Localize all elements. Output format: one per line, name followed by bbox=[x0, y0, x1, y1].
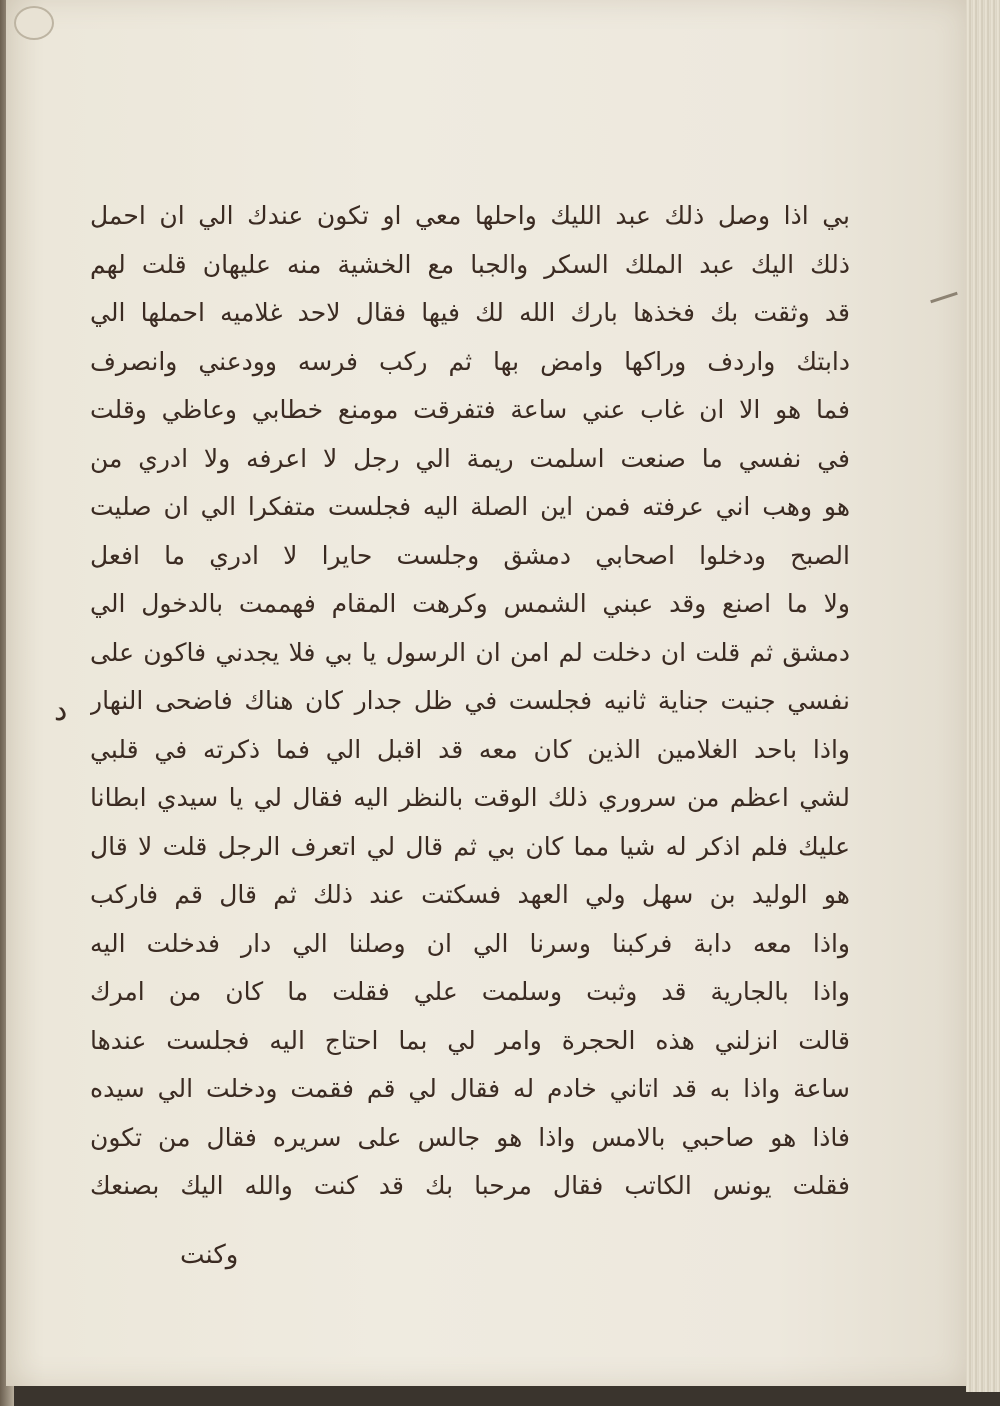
text-line: دابتك واردف وراكها وامض بها ثم ركب فرسه وودعني وانصرف bbox=[90, 346, 850, 376]
page-edges bbox=[966, 0, 1000, 1392]
text-line: فاذا هو صاحبي بالامس واذا هو جالس على سريره فقال من تكون bbox=[90, 1122, 850, 1152]
corner-hole bbox=[14, 6, 54, 40]
text-line: فما هو الا ان غاب عني ساعة فتفرقت مومنع خطابي وعاظي وقلت bbox=[90, 395, 850, 424]
text-line: واذا بالجارية قد وثبت وسلمت علي فقلت ما كان من امرك bbox=[90, 977, 850, 1006]
text-line: قد وثقت بك فخذها بارك الله لك فيها فقال لاحد غلاميه احملها الي bbox=[90, 298, 850, 327]
text-line: ذلك اليك عبد الملك السكر والجبا مع الخشية منه عليهان قلت لهم bbox=[90, 249, 850, 279]
text-line: لشي اعظم من سروري ذلك الوقت بالنظر اليه فقال لي يا سيدي ابطانا bbox=[90, 783, 850, 812]
text-line: قالت انزلني هذه الحجرة وامر لي بما احتاج اليه فجلست عندها bbox=[90, 1025, 850, 1055]
catchword: وكنت bbox=[180, 1240, 239, 1270]
text-line: ساعة واذا به قد اتاني خادم له فقال لي قم فقمت ودخلت الي سيده bbox=[90, 1074, 850, 1103]
text-line: عليك فلم اذكر له شيا مما كان بي ثم قال لي اتعرف الرجل قلت لا قال bbox=[90, 831, 850, 861]
text-line: هو وهب اني عرفته فمن اين الصلة اليه فجلست متفكرا الي ان صليت bbox=[90, 492, 850, 521]
text-line: نفسي جنيت جناية ثانيه فجلست في ظل جدار كان هناك فاضحى النهار bbox=[90, 686, 850, 715]
text-line: دمشق ثم قلت ان دخلت لم امن ان الرسول يا بي فلا يجدني فاكون على bbox=[90, 637, 850, 667]
text-line: الصبح ودخلوا اصحابي دمشق وجلست حايرا لا ادري ما افعل bbox=[90, 540, 850, 570]
text-line: واذا باحد الغلامين الذين كان معه قد اقبل الي فما ذكرته في قلبي bbox=[90, 734, 850, 764]
text-line: واذا معه دابة فركبنا وسرنا الي ان وصلنا الي دار فدخلت اليه bbox=[90, 928, 850, 958]
text-line: فقلت يونس الكاتب فقال مرحبا بك قد كنت والله اليك بصنعك bbox=[90, 1171, 850, 1200]
margin-mark: د bbox=[54, 693, 68, 728]
text-line: بي اذا وصل ذلك عبد الليك واحلها معي او تكون عندك الي ان احمل bbox=[90, 201, 850, 230]
text-line: هو الوليد بن سهل ولي العهد فسكتت عند ذلك ثم قال قم فاركب bbox=[90, 880, 850, 909]
manuscript-text bbox=[90, 192, 850, 1211]
text-line: في نفسي ما صنعت اسلمت ريمة الي رجل لا اعرفه ولا ادري من bbox=[90, 443, 850, 473]
text-line: ولا ما اصنع وقد عبني الشمس وكرهت المقام فهممت بالدخول الي bbox=[90, 589, 850, 618]
